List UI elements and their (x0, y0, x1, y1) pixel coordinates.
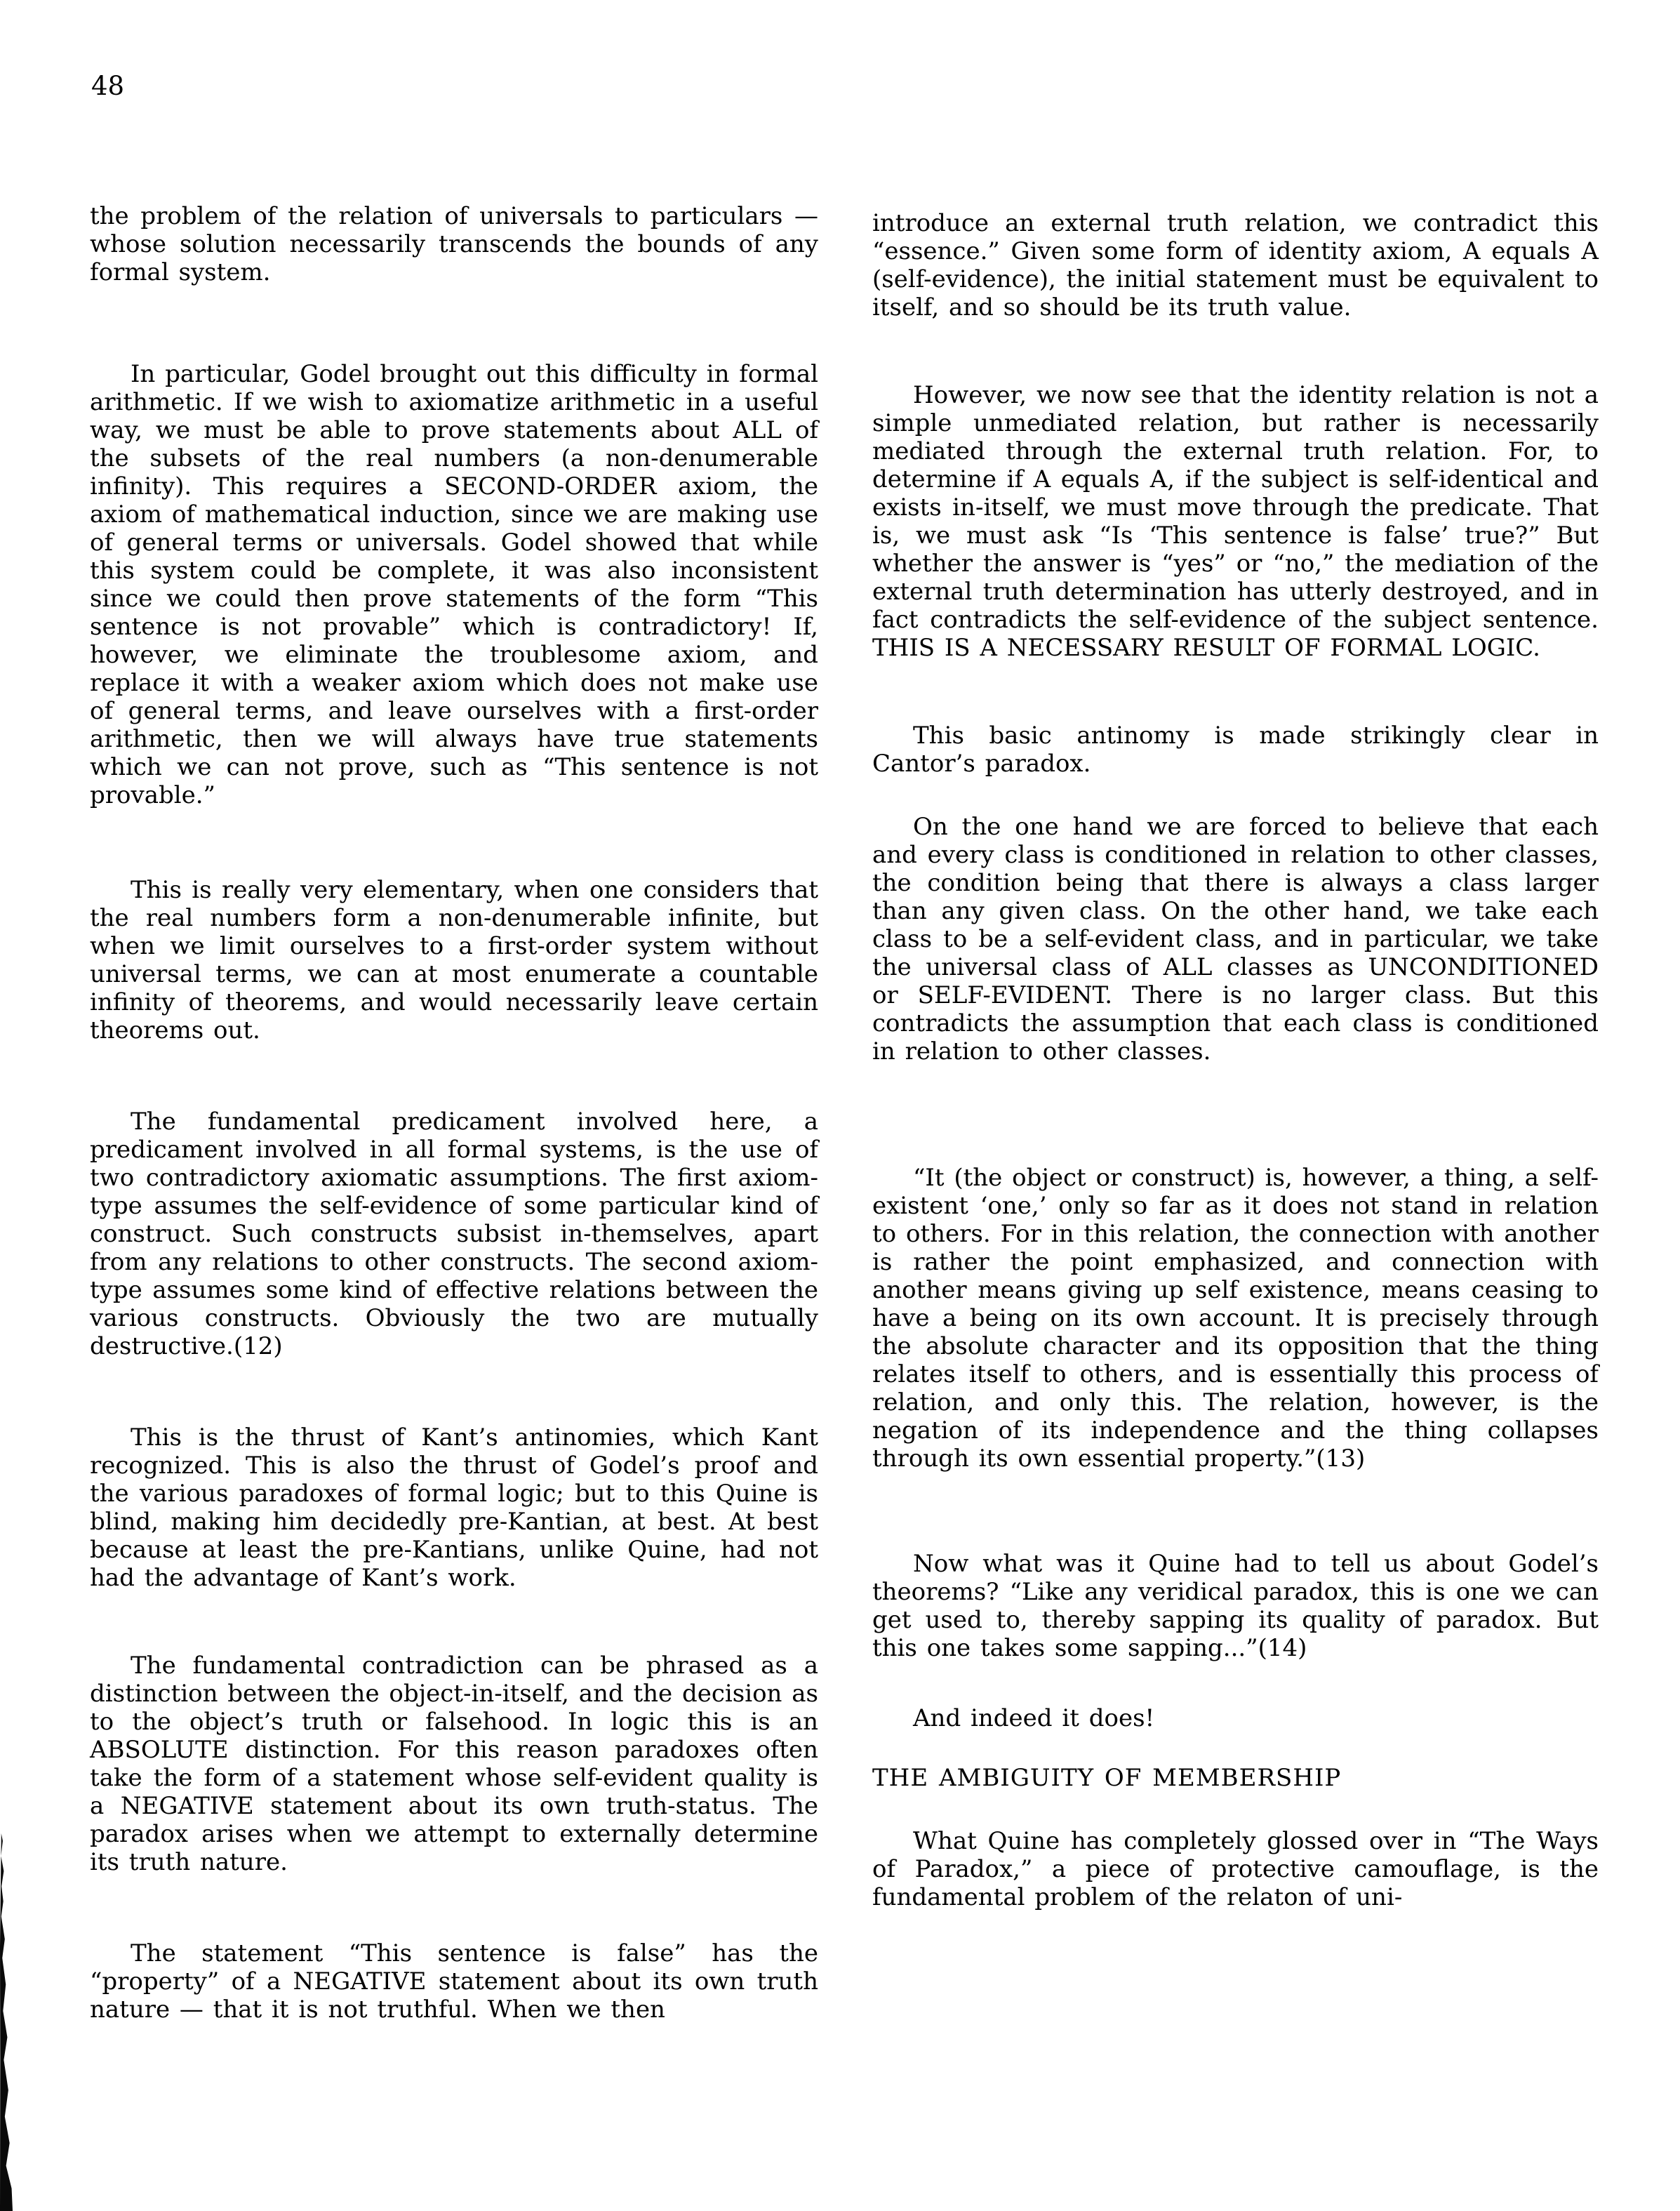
paragraph: This basic antinomy is made strikingly clear in Cantor’s paradox. (872, 722, 1599, 778)
paragraph: “It (the object or construct) is, however, a thing, a self-existent ‘one,’ only so far as it does not stand in relation to others. For in this relation, the connection with another is rather the point emphasized, and connection with another means giving up self existence, means ceasing to have a being on its own account. It is precisely through the absolute character and its opposition that the thing relates itself to others, and is essentially this process of relation, and only this. The relation, however, is the negation of its independence and the thing collapses through its own essential property.”(13) (872, 1164, 1599, 1473)
section-heading: THE AMBIGUITY OF MEMBERSHIP (872, 1764, 1342, 1792)
paragraph: However, we now see that the identity relation is not a simple unmediated relation, but rather is necessarily mediated through the external truth relation. For, to determine if A equals A, if the subject is self-identical and exists in-itself, we must move through the predicate. That is, we must ask “Is ‘This sentence is false’ true?” But whether the answer is “yes” or “no,” the mediation of the external truth determination has utterly destroyed, and in fact contradicts the self-evidence of the subject sentence. THIS IS A NECESSARY RESULT OF FORMAL LOGIC. (872, 381, 1599, 662)
paragraph: the problem of the relation of universals to particulars — whose solution necessarily transcends the bounds of any formal system. (90, 202, 818, 286)
paragraph: In particular, Godel brought out this difficulty in formal arithmetic. If we wish to axiomatize arithmetic in a useful way, we must be able to prove statements about ALL of the subsets of the real numbers (a non-denumerable infinity). This requires a SECOND-ORDER axiom, the axiom of mathematical induction, since we are making use of general terms or universals. Godel showed that while this system could be complete, it was also inconsistent since we could then prove statements of the form “This sentence is not provable” which is contradictory! If, however, we eliminate the troublesome axiom, and replace it with a weaker axiom which does not make use of general terms, and leave ourselves with a first-order arithmetic, then we will always have true statements which we can not prove, such as “This sentence is not provable.” (90, 360, 818, 809)
paragraph: introduce an external truth relation, we contradict this “essence.” Given some form of identity axiom, A equals A (self-evidence), the initial statement must be equivalent to itself, and so should be its truth value. (872, 209, 1599, 321)
right-column (872, 209, 1599, 1911)
paragraph: On the one hand we are forced to believe that each and every class is conditioned in relation to other classes, the condition being that there is always a class larger than any given class. On the other hand, we take each class to be a self-evident class, and in particular, we take the universal class of ALL classes as UNCONDITIONED or SELF-EVIDENT. There is no larger class. But this contradicts the assumption that each class is conditioned in relation to other classes. (872, 813, 1599, 1065)
page-number: 48 (91, 71, 125, 101)
paragraph: The statement “This sentence is false” has the “property” of a NEGATIVE statement about its own truth nature — that it is not truthful. When we then (90, 1939, 818, 2024)
paragraph: Now what was it Quine had to tell us about Godel’s theorems? “Like any veridical paradox, this is one we can get used to, thereby sapping its quality of paradox. But this one takes some sapping...”(14) (872, 1550, 1599, 1662)
paragraph: The fundamental predicament involved here, a predicament involved in all formal systems, is the use of two contradictory axiomatic assumptions. The first axiom-type assumes the self-evidence of some particular kind of construct. Such constructs subsist in-themselves, apart from any relations to other constructs. The second axiom-type assumes some kind of effective relations between the various constructs. Obviously the two are mutually destructive.(12) (90, 1108, 818, 1360)
paragraph: What Quine has completely glossed over in “The Ways of Paradox,” a piece of protective camouflage, is the fundamental problem of the relaton of uni- (872, 1827, 1599, 1911)
left-column (90, 202, 818, 2024)
scan-artifact (0, 1833, 13, 2211)
paragraph: This is the thrust of Kant’s antinomies, which Kant recognized. This is also the thrust of Godel’s proof and the various paradoxes of formal logic; but to this Quine is blind, making him decidedly pre-Kantian, at best. At best because at least the pre-Kantians, unlike Quine, had not had the advantage of Kant’s work. (90, 1423, 818, 1592)
paragraph: This is really very elementary, when one considers that the real numbers form a non-denumerable infinite, but when we limit ourselves to a first-order system without universal terms, we can at most enumerate a countable infinity of theorems, and would necessarily leave certain theorems out. (90, 876, 818, 1044)
paragraph: And indeed it does! (913, 1704, 1155, 1732)
paragraph: The fundamental contradiction can be phrased as a distinction between the object-in-itself, and the decision as to the object’s truth or falsehood. In logic this is an ABSOLUTE distinction. For this reason paradoxes often take the form of a statement whose self-evident quality is a NEGATIVE statement about its own truth-status. The paradox arises when we attempt to externally determine its truth nature. (90, 1652, 818, 1876)
